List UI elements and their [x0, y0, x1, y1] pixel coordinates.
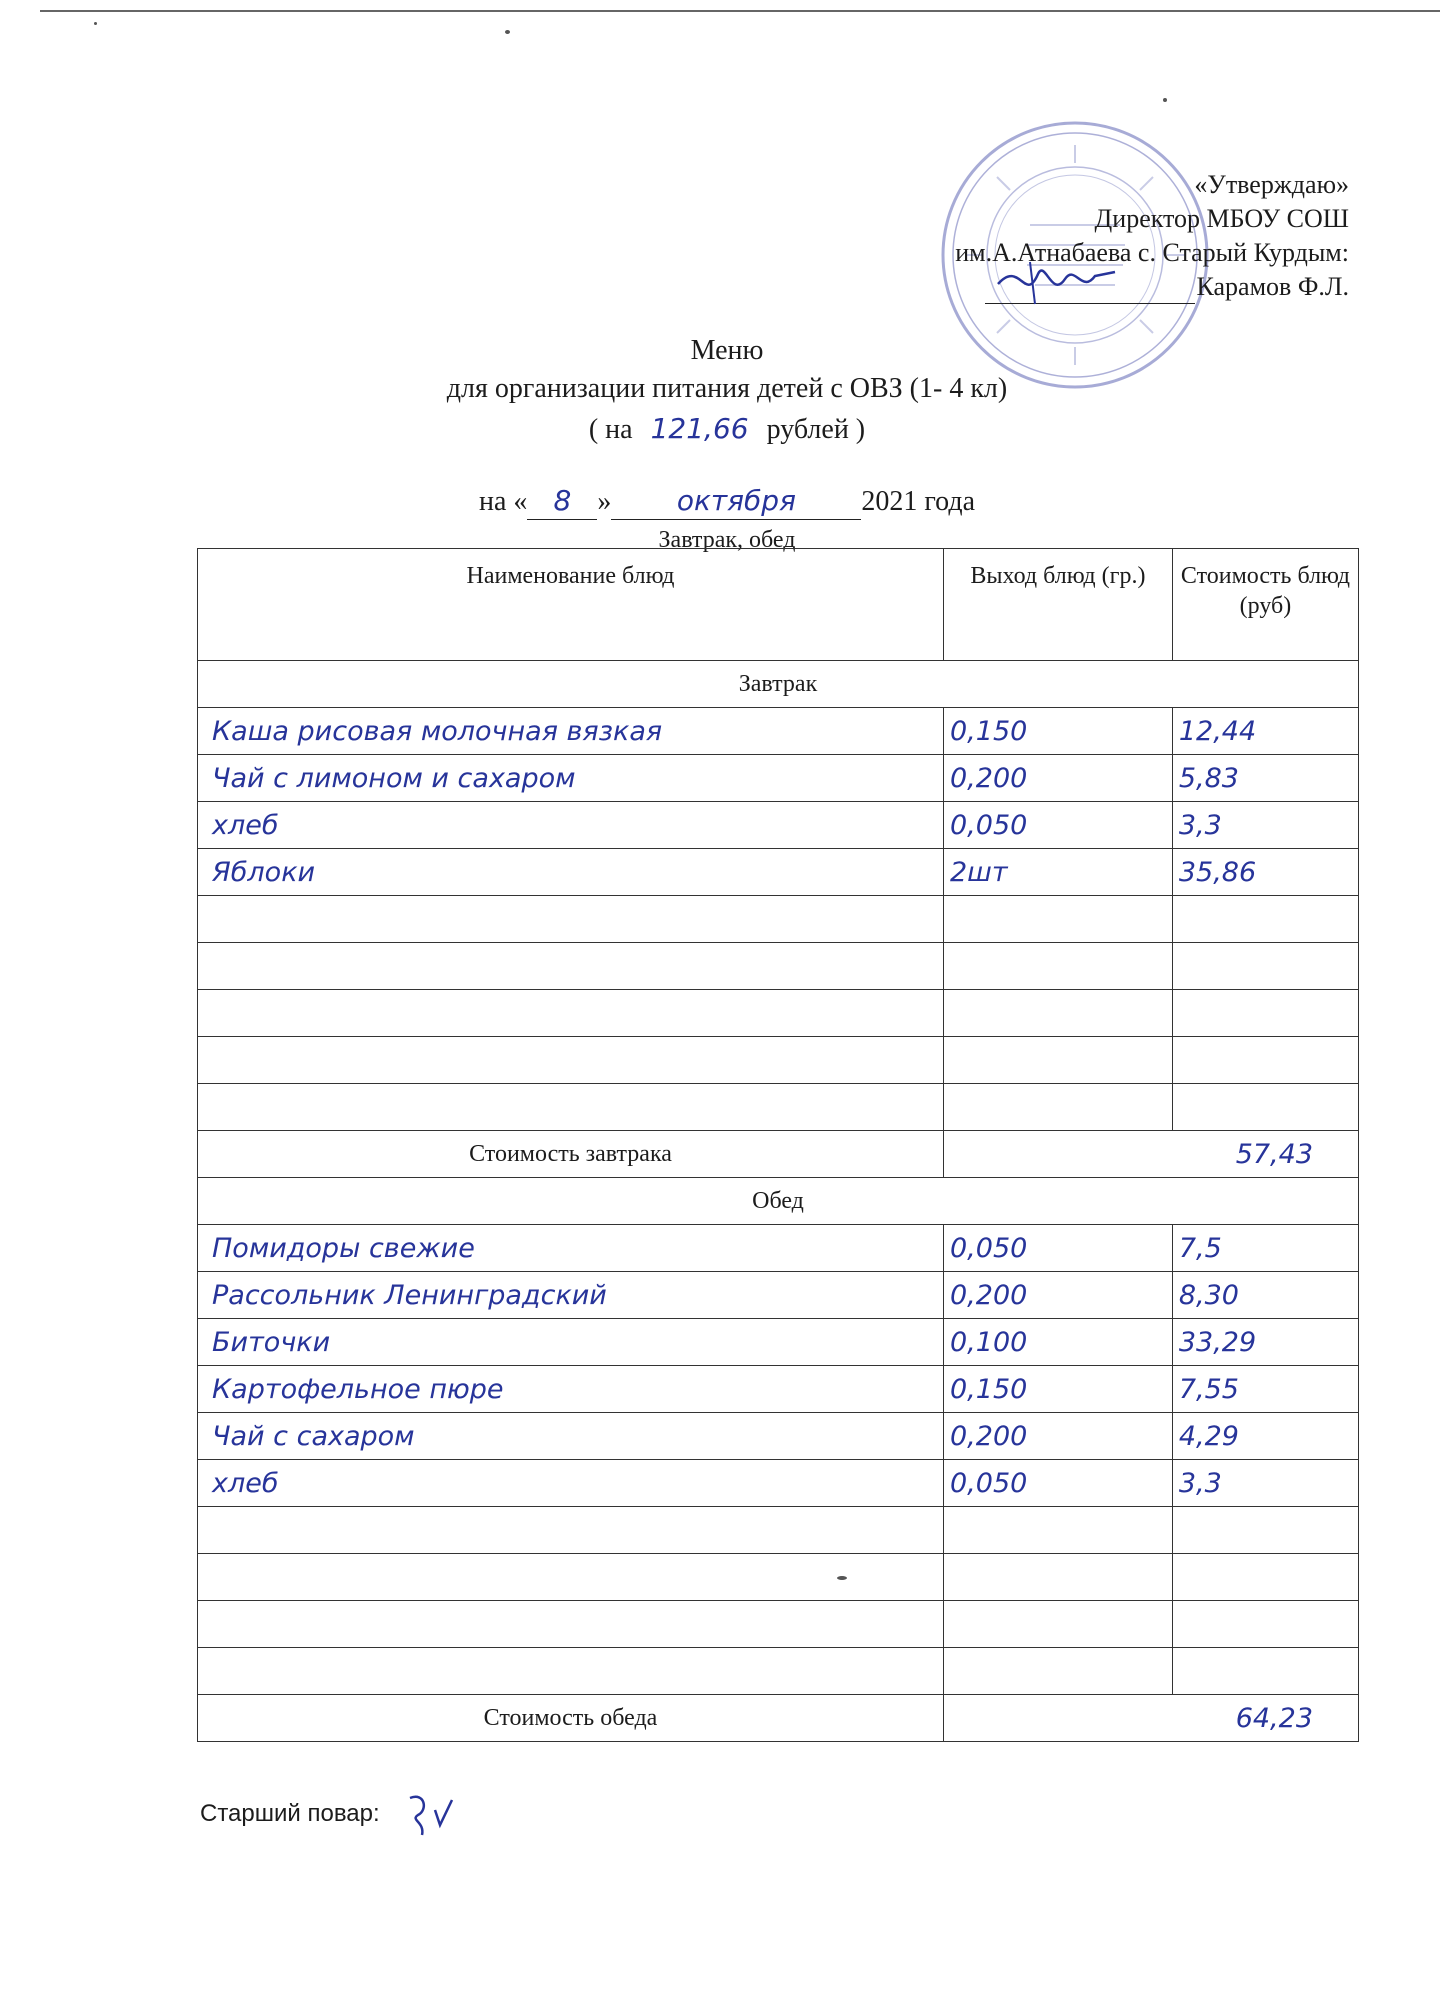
menu-table	[197, 548, 1359, 1742]
dish-cost: 8,30	[1172, 1272, 1358, 1319]
table-row	[198, 755, 1359, 802]
empty-row	[198, 1507, 1359, 1554]
dish-cost: 5,83	[1172, 755, 1358, 802]
dish-cost: 12,44	[1172, 708, 1358, 755]
cook-signature	[400, 1790, 460, 1840]
approval-school: им.А.Атнабаева с. Старый Курдым:	[955, 238, 1349, 267]
date-year: 2021 года	[861, 486, 976, 517]
dish-output: 2шт	[944, 849, 1173, 896]
dish-name: Чай с лимоном и сахаром	[198, 755, 944, 802]
empty-row	[198, 943, 1359, 990]
dish-output: 0,200	[944, 1272, 1173, 1319]
lunch-total-value: 64,23	[944, 1695, 1359, 1742]
col-header-output: Выход блюд (гр.)	[944, 549, 1173, 661]
price-suffix: рублей )	[766, 414, 866, 445]
table-row	[198, 1319, 1359, 1366]
senior-cook-line	[200, 1800, 380, 1828]
menu-date-line	[0, 483, 1454, 520]
dish-name: Яблоки	[198, 849, 944, 896]
dish-name: Помидоры свежие	[198, 1225, 944, 1272]
scan-edge-line	[40, 10, 1440, 12]
lunch-section-label: Обед	[198, 1178, 1359, 1225]
approval-block	[955, 168, 1349, 304]
dish-name: хлеб	[198, 802, 944, 849]
dish-output: 0,200	[944, 1413, 1173, 1460]
date-mid: »	[597, 486, 612, 517]
dish-name: хлеб	[198, 1460, 944, 1507]
table-row	[198, 1460, 1359, 1507]
dish-name: Каша рисовая молочная вязкая	[198, 708, 944, 755]
table-row	[198, 802, 1359, 849]
empty-row	[198, 1084, 1359, 1131]
dish-name: Чай с сахаром	[198, 1413, 944, 1460]
empty-row	[198, 1554, 1359, 1601]
dish-cost: 3,3	[1172, 1460, 1358, 1507]
breakfast-total-label: Стоимость завтрака	[198, 1131, 944, 1178]
table-row	[198, 1366, 1359, 1413]
empty-row	[198, 990, 1359, 1037]
menu-price-line	[0, 411, 1454, 448]
price-value: 121,66	[650, 412, 749, 445]
date-day: 8	[527, 483, 597, 520]
approval-position: Директор МБОУ СОШ	[1094, 204, 1349, 233]
breakfast-total-value: 57,43	[944, 1131, 1359, 1178]
empty-row	[198, 1037, 1359, 1084]
scan-speck	[505, 30, 510, 34]
director-name: Карамов Ф.Л.	[1196, 272, 1349, 301]
lunch-total-row	[198, 1695, 1359, 1742]
table-row	[198, 708, 1359, 755]
dish-output: 0,050	[944, 1460, 1173, 1507]
table-row	[198, 1225, 1359, 1272]
table-header-row	[198, 549, 1359, 661]
breakfast-total-row	[198, 1131, 1359, 1178]
dish-output: 0,050	[944, 1225, 1173, 1272]
director-signature	[990, 254, 1120, 309]
dish-cost: 4,29	[1172, 1413, 1358, 1460]
lunch-total-label: Стоимость обеда	[198, 1695, 944, 1742]
empty-row	[198, 1601, 1359, 1648]
empty-row	[198, 1648, 1359, 1695]
dish-name: Биточки	[198, 1319, 944, 1366]
table-row	[198, 1272, 1359, 1319]
dish-cost: 7,5	[1172, 1225, 1358, 1272]
empty-row	[198, 896, 1359, 943]
breakfast-section-label: Завтрак	[198, 661, 1359, 708]
price-prefix: ( на	[588, 414, 633, 445]
dish-name: Картофельное пюре	[198, 1366, 944, 1413]
senior-cook-label: Старший повар:	[200, 1800, 380, 1827]
dish-name: Рассольник Ленинградский	[198, 1272, 944, 1319]
table-row	[198, 1413, 1359, 1460]
dish-output: 0,200	[944, 755, 1173, 802]
menu-subtitle: для организации питания детей с ОВЗ (1- 4 кл)	[446, 373, 1008, 404]
dish-output: 0,050	[944, 802, 1173, 849]
scan-speck	[94, 22, 97, 25]
scan-speck	[837, 1576, 847, 1580]
meals-caption: Завтрак, обед	[658, 527, 796, 553]
dish-output: 0,100	[944, 1319, 1173, 1366]
dish-output: 0,150	[944, 1366, 1173, 1413]
col-header-cost: Стоимость блюд (руб)	[1172, 549, 1358, 661]
dish-output: 0,150	[944, 708, 1173, 755]
dish-cost: 7,55	[1172, 1366, 1358, 1413]
scan-speck	[1163, 98, 1167, 102]
lunch-section-row	[198, 1178, 1359, 1225]
table-row	[198, 849, 1359, 896]
approval-title: «Утверждаю»	[1194, 170, 1349, 199]
col-header-name: Наименование блюд	[198, 549, 944, 661]
date-month: октября	[611, 483, 861, 520]
menu-title: Меню	[690, 335, 764, 366]
dish-cost: 33,29	[1172, 1319, 1358, 1366]
dish-cost: 3,3	[1172, 802, 1358, 849]
date-prefix: на «	[478, 486, 528, 517]
dish-cost: 35,86	[1172, 849, 1358, 896]
breakfast-section-row	[198, 661, 1359, 708]
